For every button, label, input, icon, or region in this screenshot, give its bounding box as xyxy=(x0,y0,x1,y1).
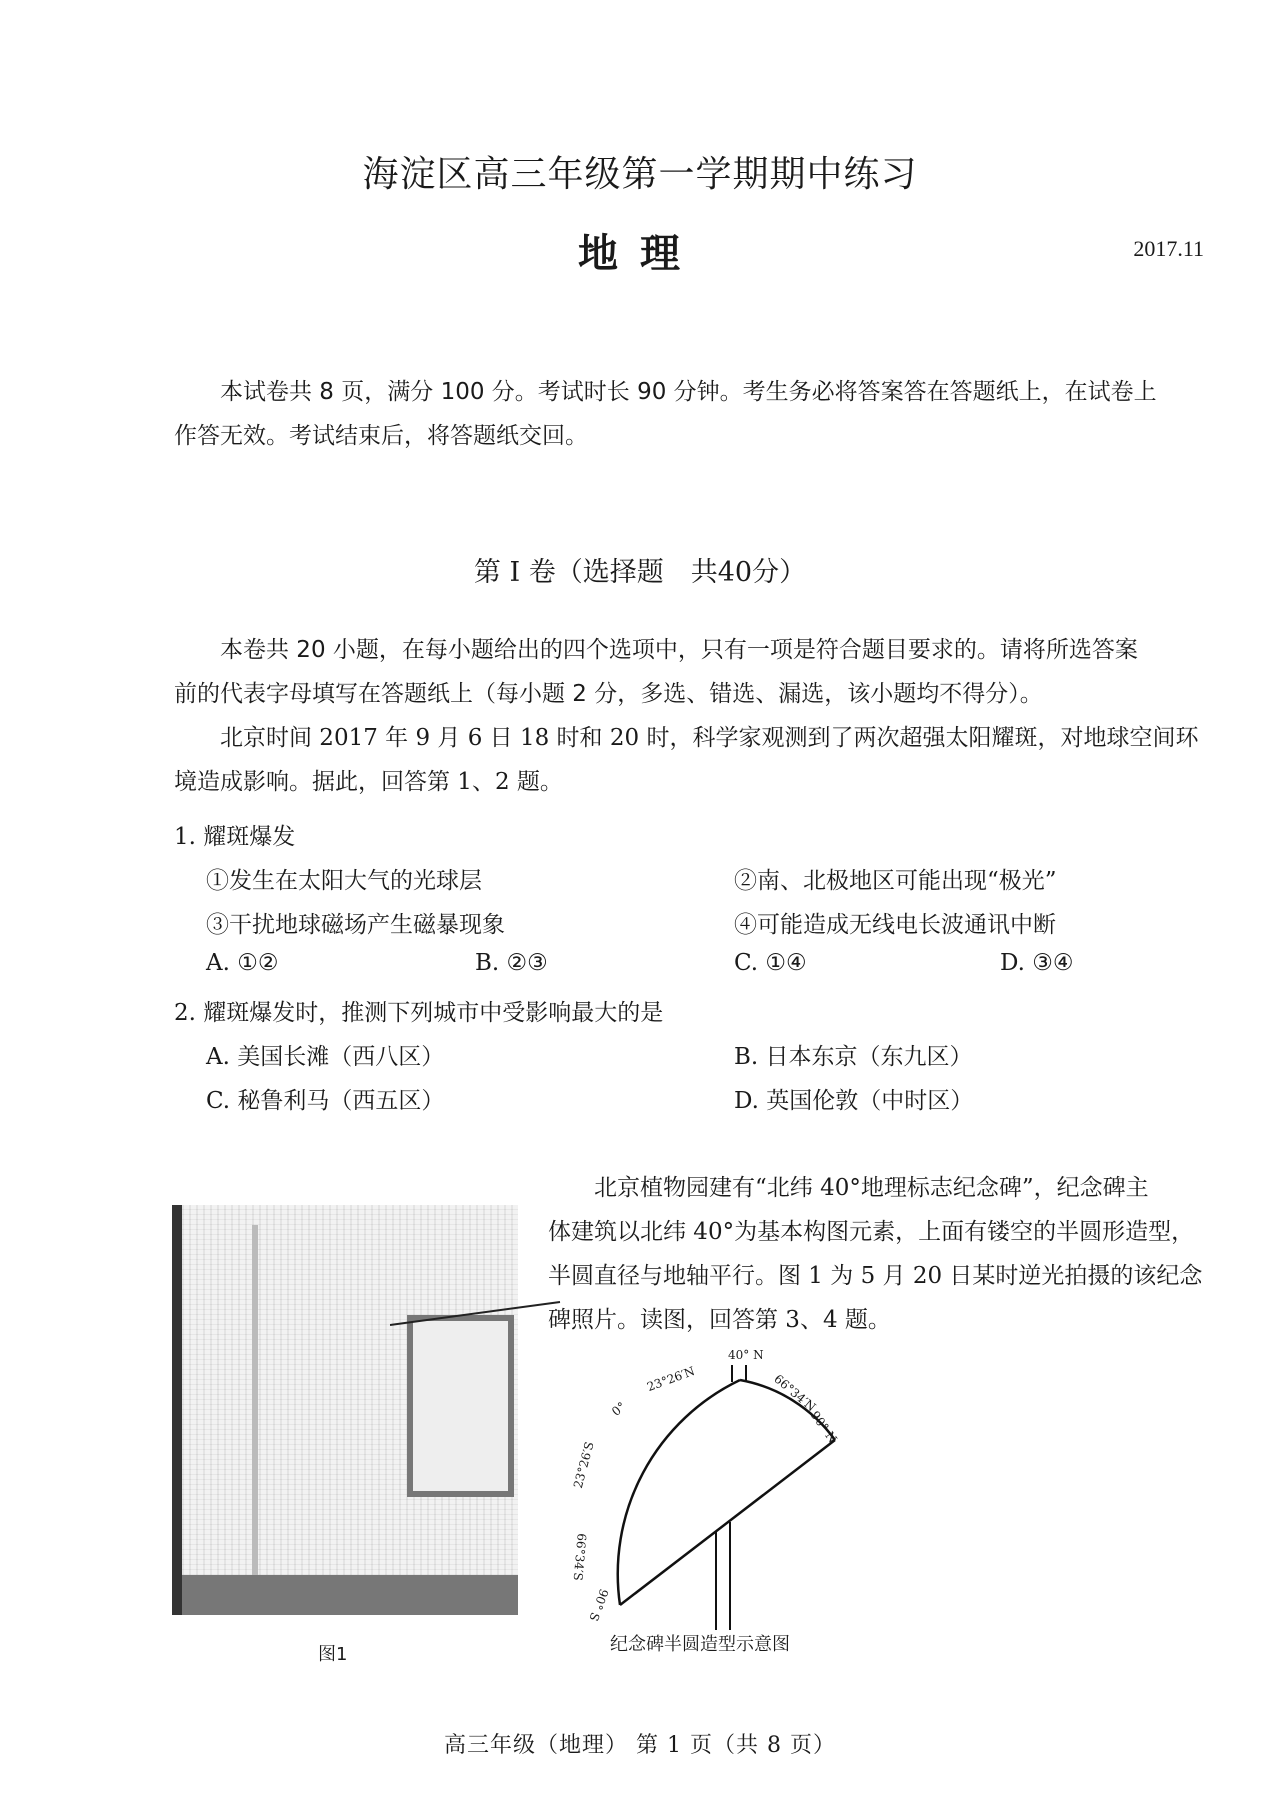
section-instructions xyxy=(174,628,1214,716)
semicircle-diameter xyxy=(620,1440,835,1605)
intro-paragraph xyxy=(174,370,1214,458)
label-equator: 0° xyxy=(609,1399,629,1419)
q2-option-a: A. 美国长滩（西八区） xyxy=(206,1044,445,1070)
q1-option-c: C. ①④ xyxy=(734,950,807,976)
exam-title: 海淀区高三年级第一学期期中练习 xyxy=(362,154,918,195)
semicircle-diagram xyxy=(540,1350,880,1630)
context-1-line-2: 境造成影响。据此，回答第 1、2 题。 xyxy=(174,769,563,795)
semicircle-arc xyxy=(618,1380,740,1605)
q1-statement-3: ③干扰地球磁场产生磁暴现象 xyxy=(206,912,505,938)
label-66-34s: 66°34′S xyxy=(570,1532,589,1582)
section-title: 第 I 卷（选择题 共40分） xyxy=(473,557,807,588)
label-90s: 90° S xyxy=(586,1586,611,1624)
figure-1-caption: 图1 xyxy=(318,1644,348,1665)
label-90n: 90° N xyxy=(807,1408,840,1446)
context-1 xyxy=(174,716,1214,804)
q1-stem: 1. 耀斑爆发 xyxy=(174,824,296,850)
q2-stem: 2. 耀斑爆发时，推测下列城市中受影响最大的是 xyxy=(174,1000,664,1026)
context-2-line-1: 北京植物园建有“北纬 40°地理标志纪念碑”，纪念碑主 xyxy=(594,1175,1149,1201)
context-1-line-1: 北京时间 2017 年 9 月 6 日 18 时和 20 时，科学家观测到了两次超强太阳耀斑，对地球空间环 xyxy=(220,725,1199,751)
context-2 xyxy=(548,1166,1216,1342)
photo-monument-frame xyxy=(407,1315,514,1497)
context-2-line-3: 半圆直径与地轴平行。图 1 为 5 月 20 日某时逆光拍摄的该纪念 xyxy=(548,1263,1203,1289)
photo-pillar xyxy=(252,1225,258,1575)
q1-option-a: A. ①② xyxy=(206,950,279,976)
exam-date: 2017.11 xyxy=(1133,236,1204,261)
intro-line-2: 作答无效。考试结束后，将答题纸交回。 xyxy=(174,423,588,449)
q1-statement-2: ②南、北极地区可能出现“极光” xyxy=(734,868,1057,894)
photo-ground xyxy=(182,1575,518,1615)
q2-option-b: B. 日本东京（东九区） xyxy=(734,1044,973,1070)
connector-line xyxy=(390,1290,570,1340)
q2-option-c: C. 秘鲁利马（西五区） xyxy=(206,1088,445,1114)
instructions-line-1: 本卷共 20 小题，在每小题给出的四个选项中，只有一项是符合题目要求的。请将所选答案 xyxy=(220,637,1138,663)
instructions-line-2: 前的代表字母填写在答题纸上（每小题 2 分，多选、错选、漏选，该小题均不得分）。 xyxy=(174,681,1043,707)
q1-option-b: B. ②③ xyxy=(475,950,548,976)
label-23-26n: 23°26′N xyxy=(645,1363,697,1395)
context-2-line-2: 体建筑以北纬 40°为基本构图元素，上面有镂空的半圆形造型， xyxy=(548,1219,1195,1245)
subject-title: 地理 xyxy=(578,230,702,277)
q1-statement-1: ①发生在太阳大气的光球层 xyxy=(206,868,482,894)
page-footer: 高三年级（地理） 第 1 页（共 8 页） xyxy=(444,1733,836,1758)
label-23-26s: 23°26′S xyxy=(570,1440,597,1490)
figure-1-photo xyxy=(172,1205,518,1615)
diagram-caption: 纪念碑半圆造型示意图 xyxy=(610,1634,790,1655)
label-40n: 40° N xyxy=(728,1348,764,1362)
q2-option-d: D. 英国伦敦（中时区） xyxy=(734,1088,974,1114)
intro-line-1: 本试卷共 8 页，满分 100 分。考试时长 90 分钟。考生务必将答案答在答题纸上，在试卷上 xyxy=(220,379,1157,405)
q1-statement-4: ④可能造成无线电长波通讯中断 xyxy=(734,912,1056,938)
label-66-34n: 66°34′N xyxy=(771,1371,819,1415)
q1-option-d: D. ③④ xyxy=(1000,950,1074,976)
context-2-line-4: 碑照片。读图，回答第 3、4 题。 xyxy=(548,1307,891,1333)
